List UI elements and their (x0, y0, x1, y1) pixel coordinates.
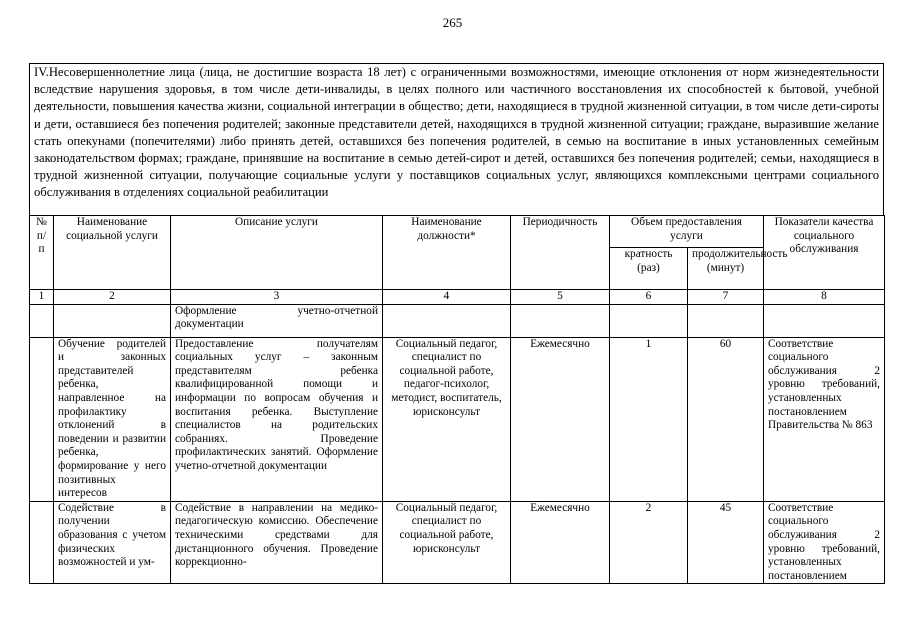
section-heading: IV.Несовершеннолетние лица (лица, не достигшие возраста 18 лет) с ограниченными возможностями, имеющие отклонения от норм жизнедеятельности вследствие нарушения здоровья, в том числе дети-инвалиды, в целях полного или частичного восстановления их способностей к бытовой, учебной деятельности, повышения качества жизни, социальной интеграции в общество; дети, находящиеся в трудной жизненной ситуации, в том числе дети-сироты и дети, оставшиеся без попечения родителей; законные представители детей, находящихся в трудной жизненной ситуации; граждане, выразившие желание стать опекунами (попечителями) либо принять детей, оставшихся без попечения родителей, в семью на воспитание в иных установленных семейным законодательством формах; граждане, принявшие на воспитание в семью детей-сирот и детей, оставшихся без попечения родителей; семьи, находящиеся в трудной жизненной ситуации, получающие социальные услуги у поставщиков социальных услуг, являющихся комплексными центрами социального обслуживания в отделениях социальной реабилитации (29, 63, 884, 215)
row-num (30, 304, 54, 337)
row-periodicity: Ежемесячно (511, 501, 610, 584)
services-table (29, 215, 885, 584)
row-num (30, 337, 54, 501)
row-multiplicity: 1 (610, 337, 688, 501)
row-service-name: Обучение родителей и законных представителей ребенка, направленное на профилактику отклонений в поведении и развитии ребенка, формирование у него позитивных интересов (54, 337, 171, 501)
column-numbers-row (30, 290, 885, 305)
column-number: 2 (54, 290, 171, 305)
column-number: 1 (30, 290, 54, 305)
table-row (30, 501, 885, 584)
row-quality (764, 304, 885, 337)
row-quality: Соответствие социального обслуживания 2 уровню требований, установленных постановлением (764, 501, 885, 584)
row-service-name (54, 304, 171, 337)
header-volume: Объем предоставления услуги (610, 216, 764, 248)
column-number: 5 (511, 290, 610, 305)
row-description: Оформление учетно-отчетной документации (171, 304, 383, 337)
row-position: Социальный педагог, специалист по социальной работе, педагог-психолог, методист, воспитатель, юрисконсульт (383, 337, 511, 501)
row-periodicity: Ежемесячно (511, 337, 610, 501)
row-position (383, 304, 511, 337)
row-num (30, 501, 54, 584)
column-number: 6 (610, 290, 688, 305)
row-quality: Соответствие социального обслуживания 2 уровню требований, установленных постановлением Правительства № 863 (764, 337, 885, 501)
header-position: Наименование должности* (383, 216, 511, 290)
column-number: 8 (764, 290, 885, 305)
table-row (30, 337, 885, 501)
column-number: 4 (383, 290, 511, 305)
row-position: Социальный педагог, специалист по социальной работе, юрисконсульт (383, 501, 511, 584)
header-periodicity: Периодичность (511, 216, 610, 290)
page-number: 265 (442, 15, 463, 30)
header-name: Наименование социальной услуги (54, 216, 171, 290)
header-quality: Показатели качества социального обслуживания (764, 216, 885, 290)
column-number: 7 (688, 290, 764, 305)
row-service-name: Содействие в получении образования с учетом физических возможностей и ум- (54, 501, 171, 584)
header-description: Описание услуги (171, 216, 383, 290)
row-multiplicity: 2 (610, 501, 688, 584)
table-row (30, 304, 885, 337)
header-num: № п/п (30, 216, 54, 290)
row-duration: 45 (688, 501, 764, 584)
row-description: Содействие в направлении на медико-педагогическую комиссию. Обеспечение техническими средствами для дистанционного обучения. Проведение коррекционно- (171, 501, 383, 584)
row-duration: 60 (688, 337, 764, 501)
header-duration: продолжительность (минут) (688, 248, 764, 290)
row-multiplicity (610, 304, 688, 337)
column-number: 3 (171, 290, 383, 305)
row-periodicity (511, 304, 610, 337)
row-description: Предоставление получателям социальных услуг – законным представителям ребенка квалифицированной помощи и информации по вопросам обучения и воспитания ребенка. Выступление специалистов на родительских собраниях. Проведение профилактических занятий. Оформление учетно-отчетной документации (171, 337, 383, 501)
header-row (30, 216, 885, 248)
row-duration (688, 304, 764, 337)
header-multiplicity: кратность (раз) (610, 248, 688, 290)
